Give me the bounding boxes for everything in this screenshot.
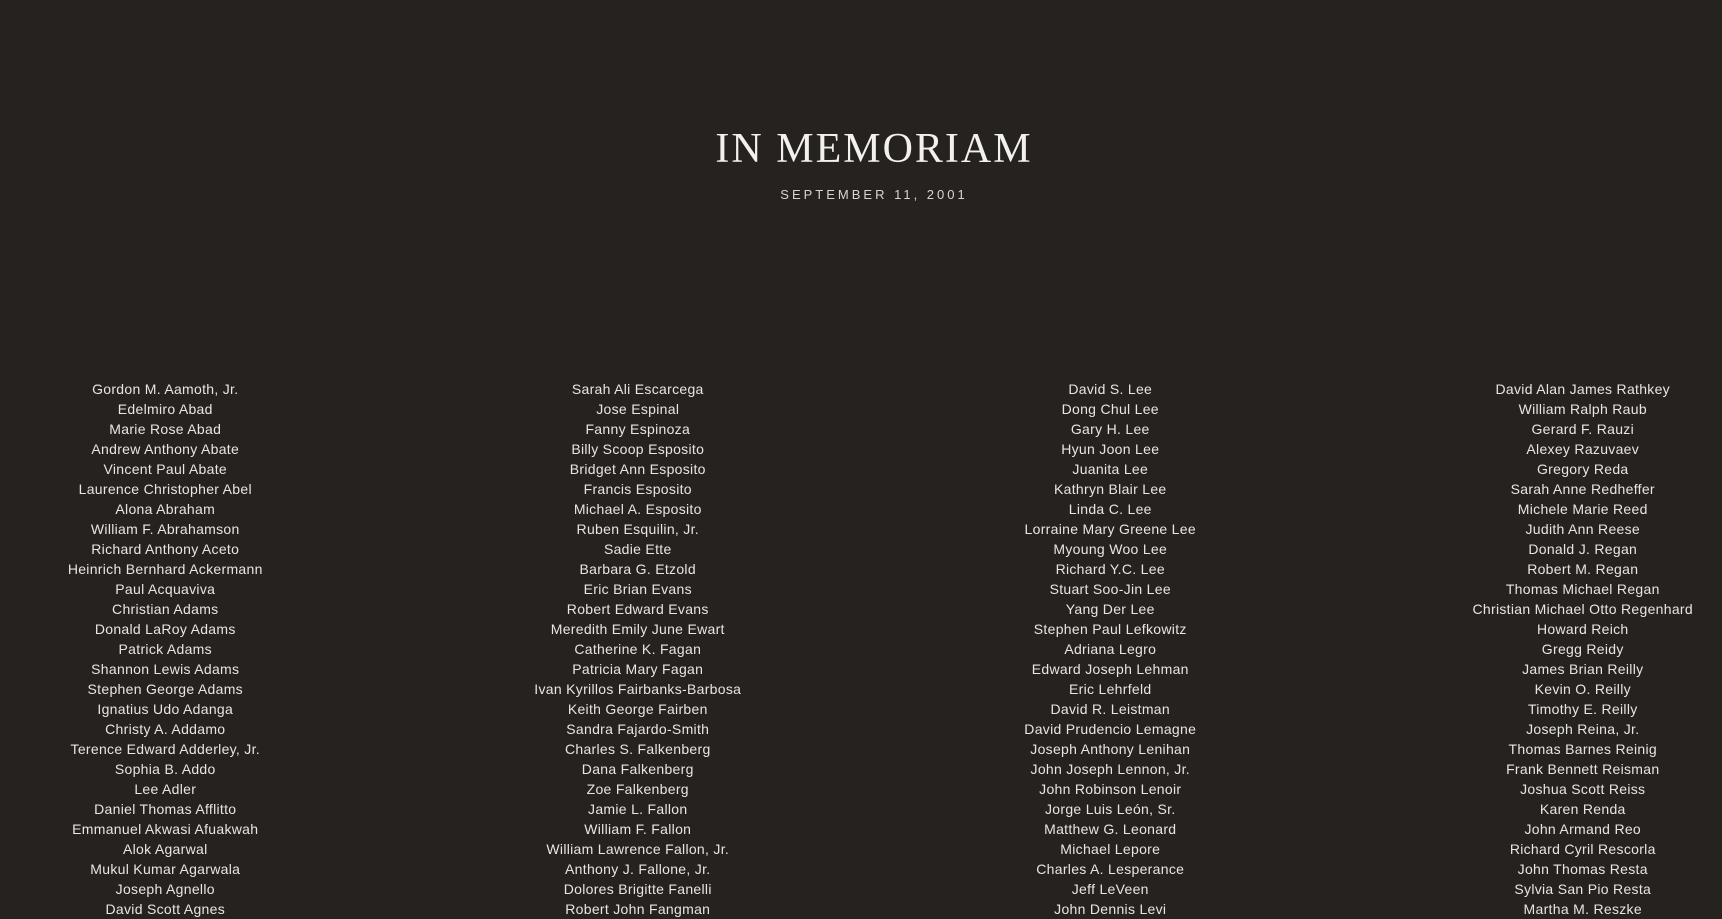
memorial-name: David Scott Agnes (0, 899, 402, 919)
memorial-name: Billy Scoop Esposito (402, 439, 875, 459)
memorial-name: Sadie Ette (402, 539, 875, 559)
memorial-name: Ignatius Udo Adanga (0, 699, 402, 719)
memorial-name: Adriana Legro (874, 639, 1347, 659)
memorial-name: Stephen Paul Lefkowitz (874, 619, 1347, 639)
memorial-name: Michele Marie Reed (1347, 499, 1722, 519)
memorial-name: Keith George Fairben (402, 699, 875, 719)
memorial-name: Laurence Christopher Abel (0, 479, 402, 499)
name-column-2 (402, 379, 875, 919)
memorial-name: Judith Ann Reese (1347, 519, 1722, 539)
memorial-name: Catherine K. Fagan (402, 639, 875, 659)
memorial-name: Christian Michael Otto Regenhard (1347, 599, 1722, 619)
memorial-name: Stuart Soo-Jin Lee (874, 579, 1347, 599)
memorial-name: Zoe Falkenberg (402, 779, 875, 799)
memorial-name: Mukul Kumar Agarwala (0, 859, 402, 879)
memorial-name: Heinrich Bernhard Ackermann (0, 559, 402, 579)
memorial-name: Robert Edward Evans (402, 599, 875, 619)
memorial-name: Jamie L. Fallon (402, 799, 875, 819)
memorial-name: Hyun Joon Lee (874, 439, 1347, 459)
memorial-name: Kathryn Blair Lee (874, 479, 1347, 499)
memorial-name: Robert John Fangman (402, 899, 875, 919)
memorial-name: Howard Reich (1347, 619, 1722, 639)
memorial-name: Ivan Kyrillos Fairbanks-Barbosa (402, 679, 875, 699)
memorial-name: William F. Fallon (402, 819, 875, 839)
memorial-name: Alexey Razuvaev (1347, 439, 1722, 459)
memorial-name: David R. Leistman (874, 699, 1347, 719)
memorial-name: Martha M. Reszke (1347, 899, 1722, 919)
name-column-1 (0, 379, 402, 919)
page-subtitle: SEPTEMBER 11, 2001 (0, 188, 1722, 202)
memorial-name: Timothy E. Reilly (1347, 699, 1722, 719)
memorial-name: Dolores Brigitte Fanelli (402, 879, 875, 899)
memorial-name: Myoung Woo Lee (874, 539, 1347, 559)
memorial-name: Joseph Anthony Lenihan (874, 739, 1347, 759)
memorial-name: Patrick Adams (0, 639, 402, 659)
memorial-name: Frank Bennett Reisman (1347, 759, 1722, 779)
memorial-name: Eric Brian Evans (402, 579, 875, 599)
names-grid (0, 379, 1722, 919)
memorial-name: Eric Lehrfeld (874, 679, 1347, 699)
memorial-name: John Thomas Resta (1347, 859, 1722, 879)
memorial-name: John Joseph Lennon, Jr. (874, 759, 1347, 779)
memorial-name: William Lawrence Fallon, Jr. (402, 839, 875, 859)
memorial-name: Gordon M. Aamoth, Jr. (0, 379, 402, 399)
memorial-name: John Robinson Lenoir (874, 779, 1347, 799)
memorial-name: Thomas Barnes Reinig (1347, 739, 1722, 759)
memorial-name: Jose Espinal (402, 399, 875, 419)
memorial-name: Stephen George Adams (0, 679, 402, 699)
name-column-3 (874, 379, 1347, 919)
memorial-name: Sandra Fajardo-Smith (402, 719, 875, 739)
memorial-name: Dana Falkenberg (402, 759, 875, 779)
memorial-name: Kevin O. Reilly (1347, 679, 1722, 699)
memorial-name: Edward Joseph Lehman (874, 659, 1347, 679)
memorial-name: Meredith Emily June Ewart (402, 619, 875, 639)
memorial-name: David Alan James Rathkey (1347, 379, 1722, 399)
memorial-name: Ruben Esquilin, Jr. (402, 519, 875, 539)
memorial-name: Daniel Thomas Afflitto (0, 799, 402, 819)
memorial-name: Sylvia San Pio Resta (1347, 879, 1722, 899)
memorial-name: Karen Renda (1347, 799, 1722, 819)
memorial-name: Linda C. Lee (874, 499, 1347, 519)
memorial-name: Michael A. Esposito (402, 499, 875, 519)
name-column-4 (1347, 379, 1722, 919)
memorial-name: Joseph Agnello (0, 879, 402, 899)
memorial-name: David S. Lee (874, 379, 1347, 399)
memorial-name: Richard Cyril Rescorla (1347, 839, 1722, 859)
memorial-name: Donald LaRoy Adams (0, 619, 402, 639)
memorial-name: Dong Chul Lee (874, 399, 1347, 419)
memorial-name: Sarah Ali Escarcega (402, 379, 875, 399)
memorial-name: Lee Adler (0, 779, 402, 799)
memorial-name: Christy A. Addamo (0, 719, 402, 739)
memorial-name: Francis Esposito (402, 479, 875, 499)
memorial-name: Jeff LeVeen (874, 879, 1347, 899)
memorial-name: Sophia B. Addo (0, 759, 402, 779)
memorial-name: Shannon Lewis Adams (0, 659, 402, 679)
memorial-name: Charles S. Falkenberg (402, 739, 875, 759)
memorial-name: Anthony J. Fallone, Jr. (402, 859, 875, 879)
memorial-name: Lorraine Mary Greene Lee (874, 519, 1347, 539)
memorial-name: Yang Der Lee (874, 599, 1347, 619)
memorial-name: Robert M. Regan (1347, 559, 1722, 579)
memorial-name: Emmanuel Akwasi Afuakwah (0, 819, 402, 839)
memorial-name: Paul Acquaviva (0, 579, 402, 599)
memorial-name: James Brian Reilly (1347, 659, 1722, 679)
memorial-name: Marie Rose Abad (0, 419, 402, 439)
memorial-name: Matthew G. Leonard (874, 819, 1347, 839)
memorial-name: Barbara G. Etzold (402, 559, 875, 579)
memorial-name: Thomas Michael Regan (1347, 579, 1722, 599)
memorial-name: Joseph Reina, Jr. (1347, 719, 1722, 739)
memorial-name: Gerard F. Rauzi (1347, 419, 1722, 439)
memorial-name: Edelmiro Abad (0, 399, 402, 419)
memorial-name: Christian Adams (0, 599, 402, 619)
memorial-name: Vincent Paul Abate (0, 459, 402, 479)
memorial-name: Charles A. Lesperance (874, 859, 1347, 879)
memorial-name: Terence Edward Adderley, Jr. (0, 739, 402, 759)
memorial-name: Patricia Mary Fagan (402, 659, 875, 679)
memorial-name: Jorge Luis León, Sr. (874, 799, 1347, 819)
memorial-name: Sarah Anne Redheffer (1347, 479, 1722, 499)
memorial-name: Gregory Reda (1347, 459, 1722, 479)
memorial-name: John Dennis Levi (874, 899, 1347, 919)
page-title: IN MEMORIAM (0, 128, 1722, 170)
memorial-name: Bridget Ann Esposito (402, 459, 875, 479)
memorial-name: Fanny Espinoza (402, 419, 875, 439)
memorial-name: Donald J. Regan (1347, 539, 1722, 559)
memorial-name: Richard Anthony Aceto (0, 539, 402, 559)
memorial-name: William F. Abrahamson (0, 519, 402, 539)
memorial-name: Richard Y.C. Lee (874, 559, 1347, 579)
memorial-name: Gregg Reidy (1347, 639, 1722, 659)
memorial-name: William Ralph Raub (1347, 399, 1722, 419)
memorial-name: John Armand Reo (1347, 819, 1722, 839)
memorial-name: Andrew Anthony Abate (0, 439, 402, 459)
memorial-name: Alok Agarwal (0, 839, 402, 859)
memorial-name: David Prudencio Lemagne (874, 719, 1347, 739)
memorial-name: Michael Lepore (874, 839, 1347, 859)
memorial-name: Gary H. Lee (874, 419, 1347, 439)
memorial-name: Juanita Lee (874, 459, 1347, 479)
memorial-name: Alona Abraham (0, 499, 402, 519)
memorial-name: Joshua Scott Reiss (1347, 779, 1722, 799)
